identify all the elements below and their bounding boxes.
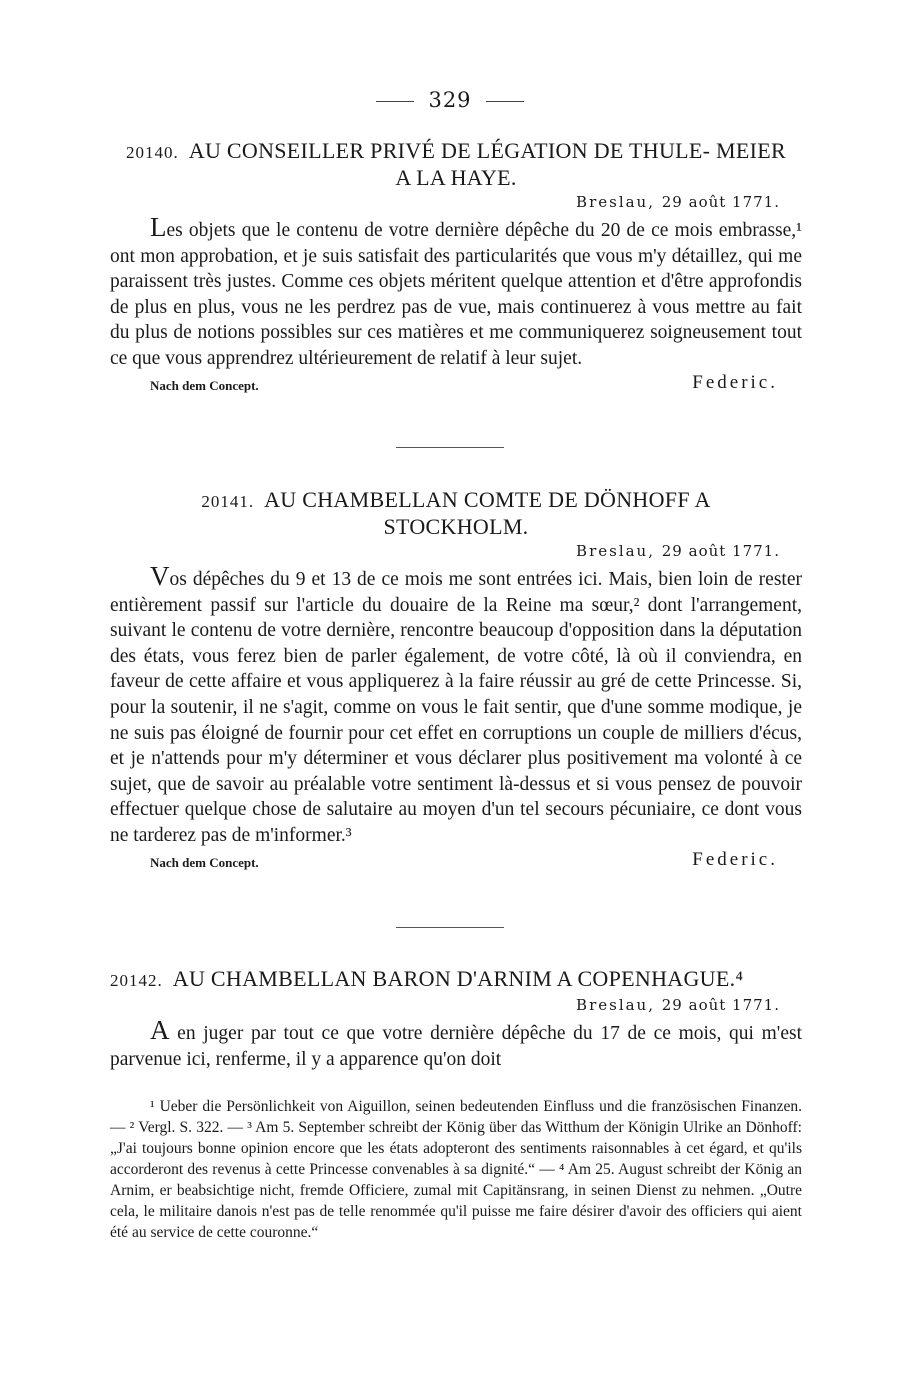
letter-heading	[110, 138, 802, 190]
letter-date: 29 août 1771.	[661, 193, 780, 211]
letter-heading	[110, 966, 802, 993]
letter-title: AU CHAMBELLAN COMTE DE DÖNHOFF A STOCKHOLM.	[264, 487, 711, 539]
footnote-text: ¹ Ueber die Persönlichkeit von Aiguillon, seinen bedeutenden Einfluss und die französischen Finanzen. — ² Vergl. S. 322. — ³ Am 5. September schreibt der König über das Witthum der Königin Ulrike an Dönhoff: „J'ai toujours bonne opinion encore que les états adopteront des sentiments raisonnables à cet égard, et qu'ils accorderont des revenus à cette Princesse convenables à sa dignité.“ — ⁴ Am 25. August schreibt der König an Arnim, er beabsichtige nicht, fremde Officiere, zumal mit Capitänsrang, in seinen Dienst zu nehmen. „Outre cela, le militaire danois n'est pas de telle renommée qu'il puisse me faire désirer d'avoir des officiers qui aient été au service de cette couronne.“	[110, 1098, 802, 1241]
letter-dateline	[110, 193, 802, 211]
letter-title: AU CHAMBELLAN BARON D'ARNIM A COPENHAGUE.⁴	[172, 966, 744, 991]
letter-text: es objets que le contenu de votre dernière dépêche du 20 de ce mois embrasse,¹ ont mon approbation, et je suis satisfait des particularités que vous m'y détaillez, qui me paraissent très justes. Comme ces objets méritent quelque attention et d'être approfondis de plus en plus, vous ne les perdrez pas de vue, mais continuerez à vous mettre au fait du plus de notions possibles sur ces matières et me communiquerez soigneusement tout ce que vous apprendrez ultérieurement de relatif à leur sujet.	[110, 220, 802, 369]
source-note: Nach dem Concept.	[150, 377, 259, 393]
letter-footer	[110, 849, 802, 875]
initial-letter: V	[150, 561, 170, 591]
letter-place: Breslau,	[576, 542, 655, 560]
letter-text: en juger par tout ce que votre dernière dépêche du 17 de ce mois, qui m'est parvenue ici, renferme, il y a apparence qu'on doit	[110, 1023, 802, 1070]
letter-body	[110, 561, 802, 849]
letter-20141	[110, 487, 802, 875]
signature: Federic.	[692, 848, 778, 870]
letter-number: 20140.	[126, 143, 179, 162]
letter-heading	[110, 487, 802, 539]
footnotes	[110, 1096, 802, 1243]
initial-letter: A	[150, 1015, 170, 1045]
letter-20142	[110, 966, 802, 1072]
letter-dateline	[110, 542, 802, 560]
letter-body	[110, 1015, 802, 1072]
letter-20140	[110, 138, 802, 398]
letter-place: Breslau,	[576, 996, 655, 1014]
initial-letter: L	[150, 212, 167, 242]
letter-date: 29 août 1771.	[661, 542, 780, 560]
letter-date: 29 août 1771.	[661, 996, 780, 1014]
section-divider	[396, 927, 504, 928]
page-header	[0, 88, 900, 112]
header-rule-left	[376, 101, 414, 102]
letter-body	[110, 212, 802, 372]
letter-text: os dépêches du 9 et 13 de ce mois me sont entrées ici. Mais, bien loin de rester entièrement passif sur l'article du douaire de la Reine ma sœur,² dont l'arrangement, suivant le contenu de votre dernière, rencontre beaucoup d'opposition dans la députation des états, vous ferez bien de parler également, de votre côté, là où il conviendra, en faveur de cette affaire et vous appliquerez à la faire réussir au gré de cette Princesse. Si, pour la soutenir, il ne s'agit, comme on vous le fait sentir, que d'une somme modique, je ne suis pas éloigné de fournir pour cet effet en corruptions un couple de milliers d'écus, et je n'attends pour m'y déterminer et vous déclarer plus positivement ma volonté à ce sujet, que de savoir au préalable votre sentiment là-dessus et si vous pensez de pouvoir effectuer quelque chose de salutaire au moyen d'un tel secours pécuniaire, ce dont vous ne tarderez pas de m'informer.³	[110, 569, 802, 846]
source-note: Nach dem Concept.	[150, 854, 259, 870]
section-divider	[396, 447, 504, 448]
signature: Federic.	[692, 371, 778, 393]
letter-place: Breslau,	[576, 193, 655, 211]
letter-number: 20141.	[201, 492, 255, 511]
letter-title: AU CONSEILLER PRIVÉ DE LÉGATION DE THULE- MEIER A LA HAYE.	[188, 138, 786, 190]
letter-number: 20142.	[110, 971, 163, 990]
header-rule-right	[486, 101, 524, 102]
letter-dateline	[110, 996, 802, 1014]
letter-footer	[110, 372, 802, 398]
page-number: 329	[428, 88, 472, 112]
